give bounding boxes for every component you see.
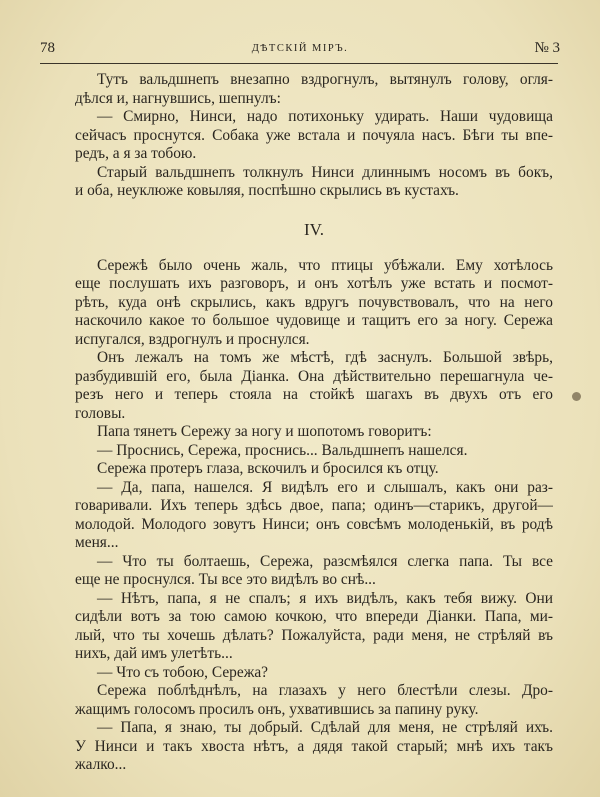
body-text — [75, 71, 553, 775]
text-line: Сережа поблѣднѣлъ, на глазахъ у него блестѣли слезы. Дро- — [97, 682, 553, 699]
text-line: еще не проснулся. Ты все это видѣлъ во снѣ... — [75, 571, 376, 588]
spacer — [75, 245, 553, 257]
text-line: рѣть, куда онѣ скрылись, какъ вдругъ почувствовалъ, что на него — [75, 293, 553, 311]
text-line: и оба, неуклюже ковыляя, поспѣшно скрылись въ кустахъ. — [75, 182, 459, 199]
text-line: сидѣли вотъ за тою самою кочкою, что впереди Діанки. Папа, ми- — [75, 608, 553, 625]
text-line: Сережѣ было очень жаль, что птицы убѣжали. Ему хотѣлось — [97, 256, 553, 274]
text-line: резъ него и теперь стояла на стойкѣ шагахъ въ двухъ отъ его — [75, 386, 553, 403]
issue-number: № 3 — [534, 40, 560, 56]
text-line: Сережа протеръ глаза, вскочилъ и бросился къ отцу. — [97, 460, 439, 477]
header-rule — [40, 63, 558, 64]
spacer — [75, 201, 553, 213]
text-line: разбудившій его, была Діанка. Она дѣйствительно перешагнула че- — [75, 367, 553, 385]
text-line: нихъ, дай имъ улетѣть... — [75, 645, 233, 662]
text-line: дѣлся и, нагнувшись, шепнулъ: — [75, 89, 281, 107]
page-header — [40, 40, 560, 62]
text-line: наскочило какое то большое чудовище и тащитъ его за ногу. Сережа — [75, 312, 553, 329]
text-line: — Нѣтъ, папа, я не спалъ; я ихъ видѣлъ, какъ тебя вижу. Они — [97, 589, 553, 607]
text-line: — Что съ тобою, Сережа? — [97, 663, 268, 681]
text-line: меня... — [75, 534, 119, 551]
text-line: редъ, а я за тобою. — [75, 145, 197, 162]
chapter-heading: IV. — [304, 219, 324, 239]
text-line: еще послушать ихъ разговоръ, и онъ хотѣлъ уже встать и посмот- — [75, 275, 553, 292]
text-line: — Смирно, Нинси, надо потихоньку удирать. Наши чудовища — [97, 108, 553, 125]
text-line: жалко... — [75, 756, 127, 773]
text-line: — Да, папа, нашелся. Я видѣлъ его и слышалъ, какъ они раз- — [97, 478, 553, 496]
page-number: 78 — [40, 40, 55, 56]
text-line: молодой. Молодого зовутъ Нинси; онъ совсѣмъ молоденькій, въ родѣ — [75, 515, 553, 533]
text-line: — Что ты болтаешь, Сережа, разсмѣялся слегка папа. Ты все — [97, 552, 553, 570]
text-line: Папа тянетъ Сережу за ногу и шопотомъ говоритъ: — [97, 423, 432, 440]
text-line: Старый вальдшнепъ толкнулъ Нинси длиннымъ носомъ въ бокъ, — [97, 163, 553, 181]
text-line: жащимъ голосомъ просилъ онъ, ухватившись за папину руку. — [75, 700, 479, 718]
text-line: испугался, вздрогнулъ и проснулся. — [75, 330, 310, 348]
paper-stain — [572, 392, 581, 401]
text-line: говаривали. Ихъ теперь здѣсь двое, папа; одинъ—старикъ, другой— — [75, 497, 553, 514]
text-line: сейчасъ проснутся. Собака уже встала и почуяла насъ. Бѣги ты впе- — [75, 126, 553, 144]
text-line: Тутъ вальдшнепъ внезапно вздрогнулъ, вытянулъ голову, огля- — [97, 71, 553, 88]
text-line: — Папа, я знаю, ты добрый. Сдѣлай для меня, не стрѣляй ихъ. — [97, 719, 553, 736]
text-line: — Проснись, Сережа, проснись... Вальдшнепъ нашелся. — [97, 441, 468, 459]
text-line: лый, что ты хочешь дѣлать? Пожалуйста, ради меня, не стрѣляй въ — [75, 626, 553, 644]
running-head: ДѢТСКІЙ МІРЪ. — [251, 43, 349, 54]
text-line: У Нинси и такъ хвоста нѣтъ, а дядя такой старый; мнѣ ихъ такъ — [75, 737, 553, 755]
text-line: головы. — [75, 404, 126, 422]
text-line: Онъ лежалъ на томъ же мѣстѣ, гдѣ заснулъ. Большой звѣрь, — [97, 349, 553, 366]
